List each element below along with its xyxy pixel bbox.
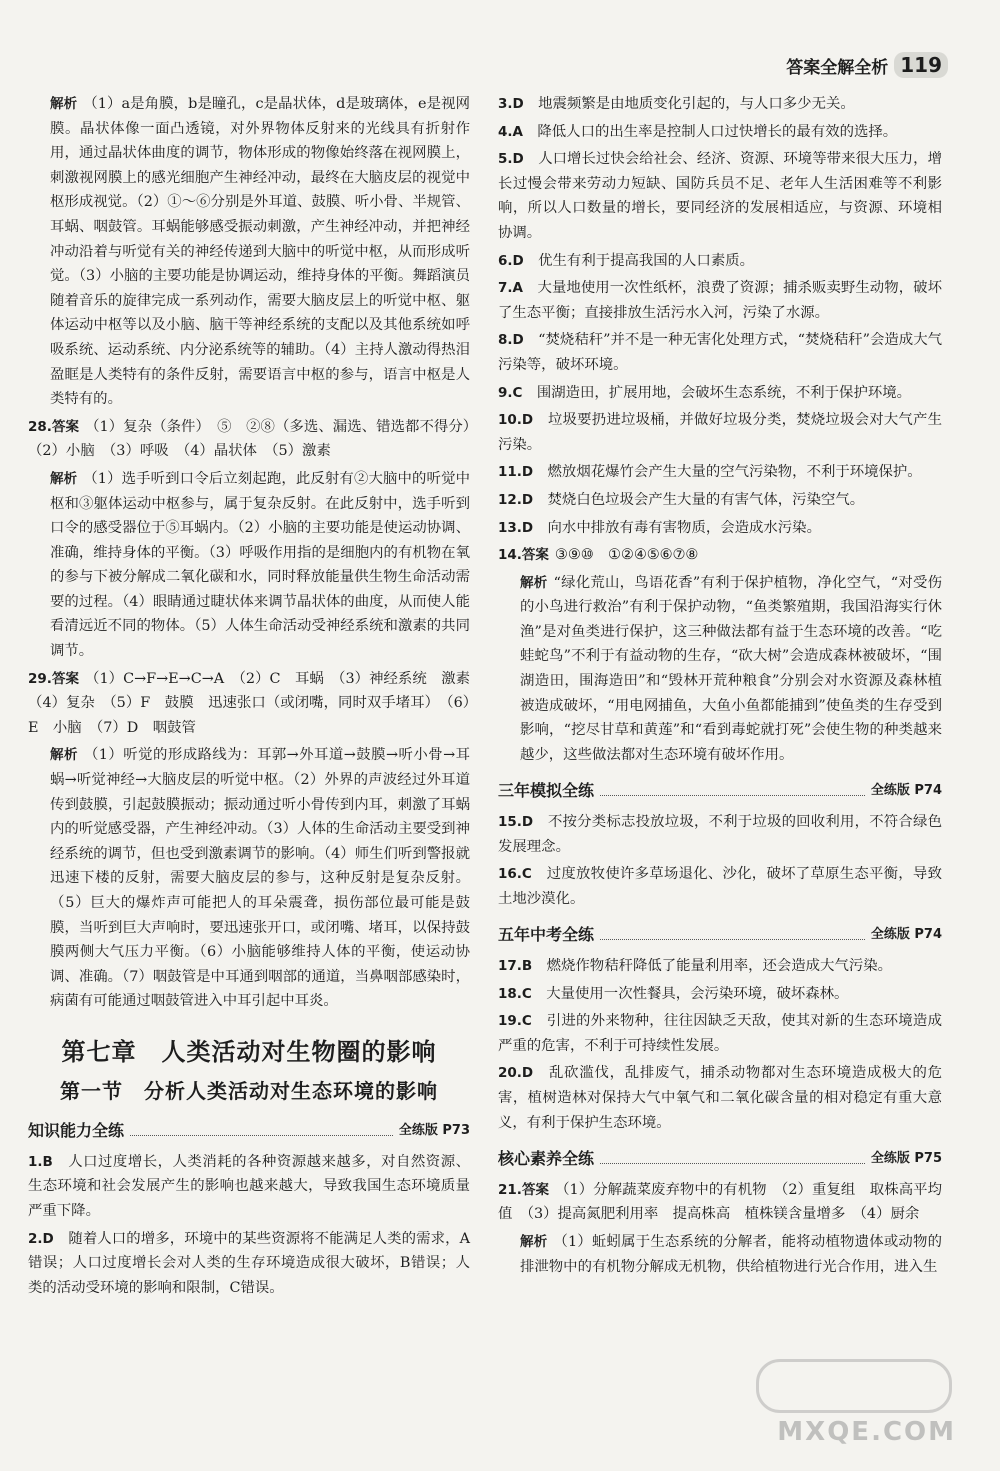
dotted-divider [600,787,865,796]
answer-14 [498,543,942,568]
answer-text: 降低人口的出生率是控制人口过快增长的最有效的选择。 [537,123,898,140]
answer-text: 人口增长过快会给社会、经济、资源、环境等带来很大压力，增长过慢会带来劳动力短缺、国防兵员不足、老年人生活困难等不利影响，所以人口数量的增长，要同经济的发展相适应，与资源、环境相协调。 [498,151,942,241]
answer-5 [498,147,942,245]
answer-2 [28,1227,470,1301]
dotted-divider [600,1155,865,1164]
question-number: 19.C [498,1013,532,1030]
answer-1 [28,1150,470,1224]
question-number: 8.D [498,332,524,349]
question-number: 11.D [498,464,534,481]
answer-text: 不按分类标志投放垃圾，不利于垃圾的回收利用，不符合绿色发展理念。 [498,814,942,855]
band-five-year [498,923,942,948]
question-number: 2.D [28,1230,54,1247]
analysis-text: （1）听觉的形成路线为：耳郭→外耳道→鼓膜→听小骨→耳蜗→听觉神经→大脑皮层的听觉中枢。（2）外界的声波经过外耳道传到鼓膜，引起鼓膜振动；振动通过听小骨传到内耳，刺激了耳蜗内的听觉感受器，产生神经冲动。（3）人体的生命活动主要受到神经系统的调节，但也受到激素调节的影响。（4）师生们听到警报就迅速下楼的反射，需要大脑皮层的参与，这种反射是复杂反射。（5）巨大的爆炸声可能把人的耳朵震聋，损伤部位最可能是鼓膜，当听到巨大声响时，要迅速张开口，或闭嘴、堵耳，以保持鼓膜两侧大气压力平衡。（6）小脑能够维持人体的平衡，使运动协调、准确。（7）咽鼓管是中耳通到咽部的通道，当鼻咽部感染时，病菌有可能通过咽鼓管进入中耳引起中耳炎。 [50,747,471,1010]
band-page-ref: 全练版 P75 [870,1151,942,1167]
analysis-tag: 解析 [50,96,78,112]
analysis-27 [28,92,470,412]
answer-text: 优生有利于提高我国的人口素质。 [538,252,755,269]
band-title: 三年模拟全练 [498,781,595,801]
answer-10 [498,408,942,457]
band-title: 五年中考全练 [498,925,595,945]
analysis-tag: 解析 [520,1233,548,1250]
answer-18 [498,982,942,1007]
answer-text: 大量使用一次性餐具，会污染环境，破坏森林。 [546,985,849,1002]
question-number: 1.B [28,1153,53,1170]
page-number: 119 [894,52,948,78]
left-column [28,92,485,1303]
answer-text: ③⑨⑩ ①②④⑤⑥⑦⑧ [554,547,699,564]
answer-text: 引进的外来物种，往往因缺乏天敌，使其对新的生态环境造成严重的危害，不利于可持续性发展。 [498,1013,942,1054]
band-three-year [498,779,942,804]
question-number: 10.D [498,412,534,429]
answer-tag: 答案 [51,418,80,435]
question-number: 5.D [498,151,524,168]
analysis-text: “绿化荒山，鸟语花香”有利于保护植物，净化空气，“对受伤的小鸟进行救治”有利于保护动物，“鱼类繁殖期，我国沿海实行休渔”是对鱼类进行保护，这三种做法都有益于生态环境的改善。“吃蛙蛇鸟”不利于有益动物的生存，“砍大树”会造成森林被破坏，“围湖造田，围海造田”和“毁林开荒种粮食”分别会对水资源及森林植被造成破坏，“用电网捕鱼，大鱼小鱼都能捕到”使鱼类的生存受到影响，“挖尽甘草和黄莲”和“看到毒蛇就打死”会使生物的种类越来越少，这些做法都对生态环境有破坏作用。 [520,574,943,763]
answer-text: （1）分解蔬菜废弃物中的有机物 （2）重复组 取株高平均值 （3）提高氮肥利用率 提高株高 植株镁含量增多 （4）厨余 [498,1181,942,1223]
answer-text: 焚烧白色垃圾会产生大量的有害气体，污染空气。 [547,491,865,508]
answer-12 [498,488,942,513]
answer-15 [498,810,942,859]
answer-29 [28,667,485,741]
analysis-tag: 解析 [520,574,548,591]
answer-9 [498,381,942,406]
question-number: 3.D [498,96,524,112]
answer-13 [498,516,942,541]
answer-text: 围湖造田，扩展用地，会破坏生态系统，不利于保护环境。 [536,384,912,401]
answer-text: 大量地使用一次性纸杯，浪费了资源；捕杀贩卖野生动物，破坏了生态平衡；直接排放生活污水入河，污染了水源。 [498,280,942,321]
watermark-logo [756,1359,952,1413]
analysis-tag: 解析 [50,470,78,487]
answer-tag: 答案 [521,547,549,564]
answer-text: 燃烧作物秸秆降低了能量利用率，还会造成大气污染。 [546,958,893,974]
question-number: 12.D [498,491,534,508]
answer-6 [498,249,942,274]
header-title: 答案全解全析 [786,57,889,78]
answer-19 [498,1009,942,1058]
answer-3 [498,92,942,117]
answer-28 [28,415,470,464]
analysis-tag: 解析 [50,747,78,764]
answer-text: 人口过度增长，人类消耗的各种资源越来越多，对自然资源、生态环境和社会发展产生的影响也越来越大，导致我国生态环境质量严重下降。 [28,1153,470,1219]
answer-text: （1）C→F→E→C→A （2）C 耳蜗 （3）神经系统 激素 （4）复杂 （5）F 鼓膜 迅速张口（或闭嘴，同时双手堵耳） （6）E 小脑 （7）D 咽鼓管 [28,670,485,736]
answer-7 [498,276,942,325]
question-number: 28. [28,418,52,435]
answer-text: 随着人口的增多，环境中的某些资源将不能满足人类的需求，A错误；人口过度增长会对人类的生存环境造成很大破坏，B错误；人类的活动受环境的影响和限制，C错误。 [28,1230,470,1296]
question-number: 16.C [498,866,532,883]
answer-text: 垃圾要扔进垃圾桶，并做好垃圾分类，焚烧垃圾会对大气产生污染。 [498,412,942,453]
band-page-ref: 全练版 P74 [870,783,942,799]
band-title: 知识能力全练 [28,1121,125,1141]
answer-text: 过度放牧使许多草场退化、沙化，破坏了草原生态平衡，导致土地沙漠化。 [498,866,942,907]
band-title: 核心素养全练 [498,1149,595,1169]
answer-21 [498,1178,942,1227]
answer-text: 乱砍滥伐，乱排废气，捕杀动物都对生态环境造成极大的危害，植树造林对保持大气中氧气和二氧化碳含量的相对稳定有重大意义，有利于保护生态环境。 [498,1065,942,1131]
section-title: 第一节 分析人类活动对生态环境的影响 [60,1078,438,1103]
analysis-text: （1）a是角膜，b是瞳孔，c是晶状体，d是玻璃体，e是视网膜。晶状体像一面凸透镜，对外界物体反射来的光线具有折射作用，通过晶状体曲度的调节，物体形成的物像始终落在视网膜上，刺激视网膜上的感光细胞产生神经冲动，最终在大脑皮层的视觉中枢形成视觉。（2）①～⑥分别是外耳道、鼓膜、听小骨、半规管、耳蜗、咽鼓管。耳蜗能够感受振动刺激，产生神经冲动，并把神经冲动沿着与听觉有关的神经传递到大脑中的听觉中枢，从而形成听觉。（3）小脑的主要功能是协调运动，维持身体的平衡。舞蹈演员随着音乐的旋律完成一系列动作，需要大脑皮层上的听觉中枢、躯体运动中枢等以及小脑、脑干等神经系统的支配以及其他系统如呼吸系统、运动系统、内分泌系统等的辅助。（4）主持人激动得热泪盈眶是人类特有的条件反射，需要语言中枢的参与，语言中枢是人类特有的。 [50,96,470,408]
band-knowledge [28,1119,470,1144]
question-number: 4.A [498,123,523,140]
question-number: 20.D [498,1065,534,1082]
answer-text: 地震频繁是由地质变化引起的，与人口多少无关。 [538,96,855,112]
band-core [498,1147,942,1172]
answer-tag: 答案 [51,670,80,687]
answer-11 [498,460,942,485]
page-header [786,52,948,78]
analysis-14 [498,571,942,768]
band-page-ref: 全练版 P73 [398,1123,470,1139]
answer-text: （1）复杂（条件） ⑤ ②⑧（多选、漏选、错选都不得分）（2）小脑 （3）呼吸 （4）晶状体 （5）激素 [28,418,471,460]
question-number: 6.D [498,252,524,269]
question-number: 21. [498,1181,522,1198]
question-number: 13.D [498,519,534,536]
dotted-divider [130,1127,393,1136]
analysis-text: （1）选手听到口令后立刻起跑，此反射有②大脑中的听觉中枢和③躯体运动中枢参与，属于复杂反射。在此反射中，选手听到口令的感受器位于⑤耳蜗内。（2）小脑的主要功能是使运动协调、准确，维持身体的平衡。（3）呼吸作用指的是细胞内的有机物在氧的参与下被分解成二氧化碳和水，同时释放能量供生物生命活动需要的过程。（4）眼睛通过睫状体来调节晶状体的曲度，从而使人能看清远近不同的物体。（5）人体生命活动受神经系统和激素的共同调节。 [50,470,470,660]
answer-8 [498,328,942,377]
dotted-divider [600,931,865,940]
chapter-title: 第七章 人类活动对生物圈的影响 [61,1037,437,1066]
question-number: 15.D [498,814,534,831]
analysis-21 [498,1230,942,1279]
question-number: 18.C [498,985,532,1002]
answer-17 [498,954,942,979]
right-column [498,92,942,1282]
answer-tag: 答案 [521,1181,550,1198]
answer-text: 燃放烟花爆竹会产生大量的空气污染物，不利于环境保护。 [547,464,922,481]
answer-4 [498,120,942,145]
watermark-text: MXQE.COM [777,1417,956,1447]
answer-text: 向水中排放有毒有害物质，会造成水污染。 [547,519,821,536]
answer-text: “焚烧秸秆”并不是一种无害化处理方式，“焚烧秸秆”会造成大气污染等，破坏环境。 [498,332,942,373]
analysis-29 [28,743,470,1014]
band-page-ref: 全练版 P74 [870,927,942,943]
question-number: 14. [498,547,522,564]
question-number: 17.B [498,958,533,974]
analysis-28 [28,467,470,664]
answer-20 [498,1061,942,1135]
question-number: 29. [28,670,52,687]
question-number: 7.A [498,280,523,297]
question-number: 9.C [498,384,523,401]
analysis-text: （1）蚯蚓属于生态系统的分解者，能将动植物遗体或动物的排泄物中的有机物分解成无机物，供给植物进行光合作用，进入生 [520,1233,942,1275]
answer-16 [498,862,942,911]
